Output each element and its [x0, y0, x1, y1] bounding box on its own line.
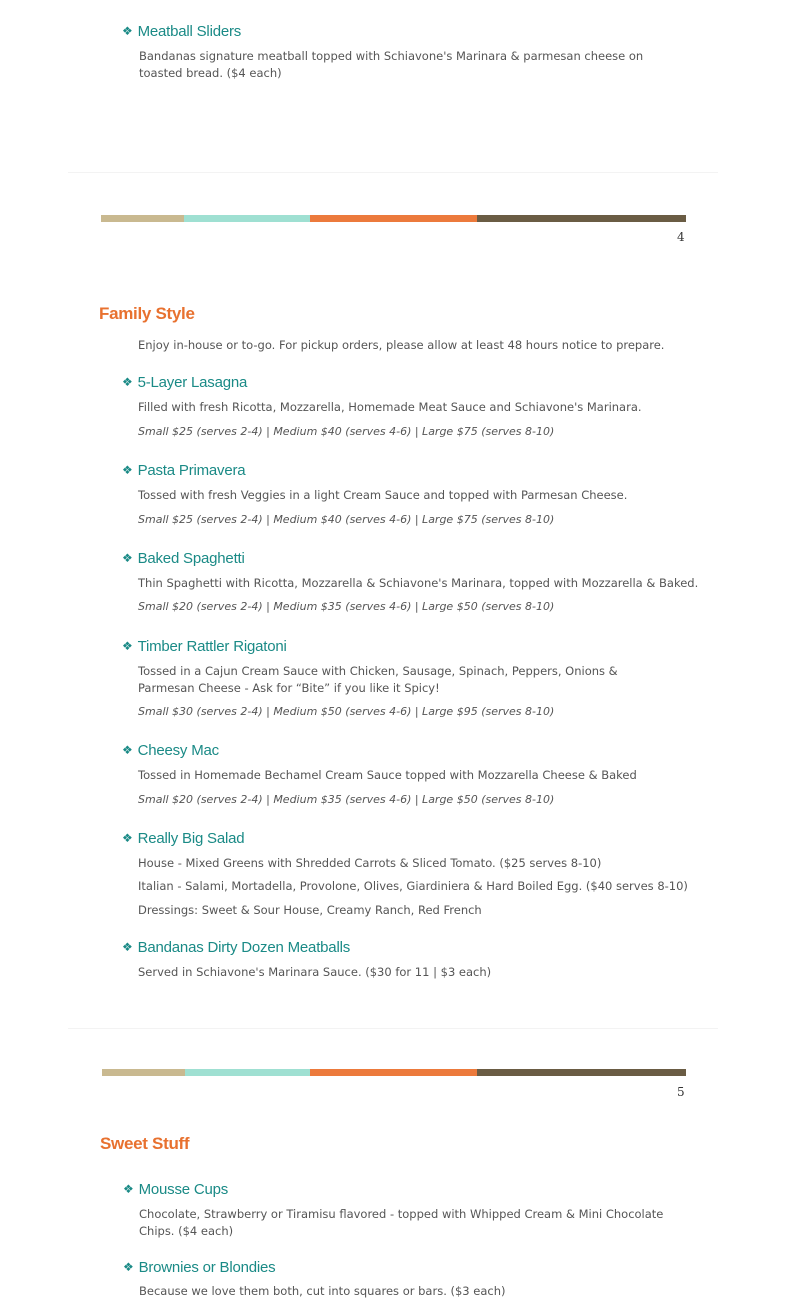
item-prices: Small $20 (serves 2-4) | Medium $35 (serves 4-6) | Large $50 (serves 8-10): [138, 600, 555, 613]
item-title: ❖ 5-Layer Lasagna: [122, 374, 248, 391]
diamond-bullet-icon: ❖: [122, 375, 133, 389]
item-description: Tossed in Homemade Bechamel Cream Sauce topped with Mozzarella Cheese & Baked: [138, 768, 637, 782]
item-description: Chocolate, Strawberry or Tiramisu flavored - topped with Whipped Cream & Mini Chocolate Chips. ($4 each): [139, 1207, 664, 1238]
divider-segment: [310, 215, 477, 222]
item-prices: Small $25 (serves 2-4) | Medium $40 (serves 4-6) | Large $75 (serves 8-10): [138, 513, 555, 526]
item-title: ❖ Brownies or Blondies: [123, 1259, 276, 1276]
item-description: Bandanas signature meatball topped with Schiavone's Marinara & parmesan cheese on toasted bread. ($4 each): [139, 49, 644, 80]
item-title: ❖ Really Big Salad: [122, 830, 245, 847]
item-title: ❖ Baked Spaghetti: [122, 550, 245, 567]
item-description: Italian - Salami, Mortadella, Provolone, Olives, Giardiniera & Hard Boiled Egg. ($40 serves 8-10): [138, 879, 688, 893]
diamond-bullet-icon: ❖: [123, 1182, 134, 1196]
item-prices: Small $25 (serves 2-4) | Medium $40 (serves 4-6) | Large $75 (serves 8-10): [138, 425, 555, 438]
item-description: Filled with fresh Ricotta, Mozzarella, Homemade Meat Sauce and Schiavone's Marinara.: [138, 400, 642, 414]
item-title: ❖ Pasta Primavera: [122, 462, 246, 479]
item-description: Dressings: Sweet & Sour House, Creamy Ranch, Red French: [138, 903, 482, 917]
section-intro: Enjoy in-house or to-go. For pickup orders, please allow at least 48 hours notice to prepare.: [138, 338, 665, 352]
item-description: Tossed in a Cajun Cream Sauce with Chicken, Sausage, Spinach, Peppers, Onions & Parmesan Cheese - Ask for “Bite” if you like it Spicy!: [138, 664, 618, 695]
color-divider: [101, 215, 686, 222]
diamond-bullet-icon: ❖: [122, 551, 133, 565]
item-description: Thin Spaghetti with Ricotta, Mozzarella & Schiavone's Marinara, topped with Mozzarella & Baked.: [138, 576, 699, 590]
item-title: ❖ Timber Rattler Rigatoni: [122, 638, 287, 655]
item-title: ❖ Meatball Sliders: [122, 23, 242, 40]
divider-segment: [185, 1069, 310, 1076]
divider-segment: [101, 215, 184, 222]
color-divider: [102, 1069, 686, 1076]
page-separator: [68, 1028, 718, 1029]
item-title: ❖ Cheesy Mac: [122, 742, 219, 759]
item-title: ❖ Bandanas Dirty Dozen Meatballs: [122, 939, 351, 956]
item-description: Because we love them both, cut into squares or bars. ($3 each): [139, 1284, 506, 1298]
item-prices: Small $20 (serves 2-4) | Medium $35 (serves 4-6) | Large $50 (serves 8-10): [138, 793, 555, 806]
section-title: Family Style: [99, 304, 195, 323]
diamond-bullet-icon: ❖: [122, 24, 133, 38]
diamond-bullet-icon: ❖: [123, 1260, 134, 1274]
diamond-bullet-icon: ❖: [122, 639, 133, 653]
divider-segment: [102, 1069, 185, 1076]
divider-segment: [310, 1069, 477, 1076]
diamond-bullet-icon: ❖: [122, 831, 133, 845]
item-prices: Small $30 (serves 2-4) | Medium $50 (serves 4-6) | Large $95 (serves 8-10): [138, 705, 555, 718]
section-title: Sweet Stuff: [100, 1134, 190, 1153]
divider-segment: [184, 215, 310, 222]
divider-segment: [477, 215, 686, 222]
item-description: Tossed with fresh Veggies in a light Cream Sauce and topped with Parmesan Cheese.: [138, 488, 628, 502]
page-number: 4: [677, 230, 685, 244]
page-separator: [68, 172, 718, 173]
item-description: Served in Schiavone's Marinara Sauce. ($30 for 11 | $3 each): [138, 965, 492, 979]
diamond-bullet-icon: ❖: [122, 743, 133, 757]
diamond-bullet-icon: ❖: [122, 940, 133, 954]
item-description: House - Mixed Greens with Shredded Carrots & Sliced Tomato. ($25 serves 8-10): [138, 856, 602, 870]
diamond-bullet-icon: ❖: [122, 463, 133, 477]
item-title: ❖ Mousse Cups: [123, 1181, 229, 1198]
divider-segment: [477, 1069, 686, 1076]
page-number: 5: [677, 1085, 685, 1099]
